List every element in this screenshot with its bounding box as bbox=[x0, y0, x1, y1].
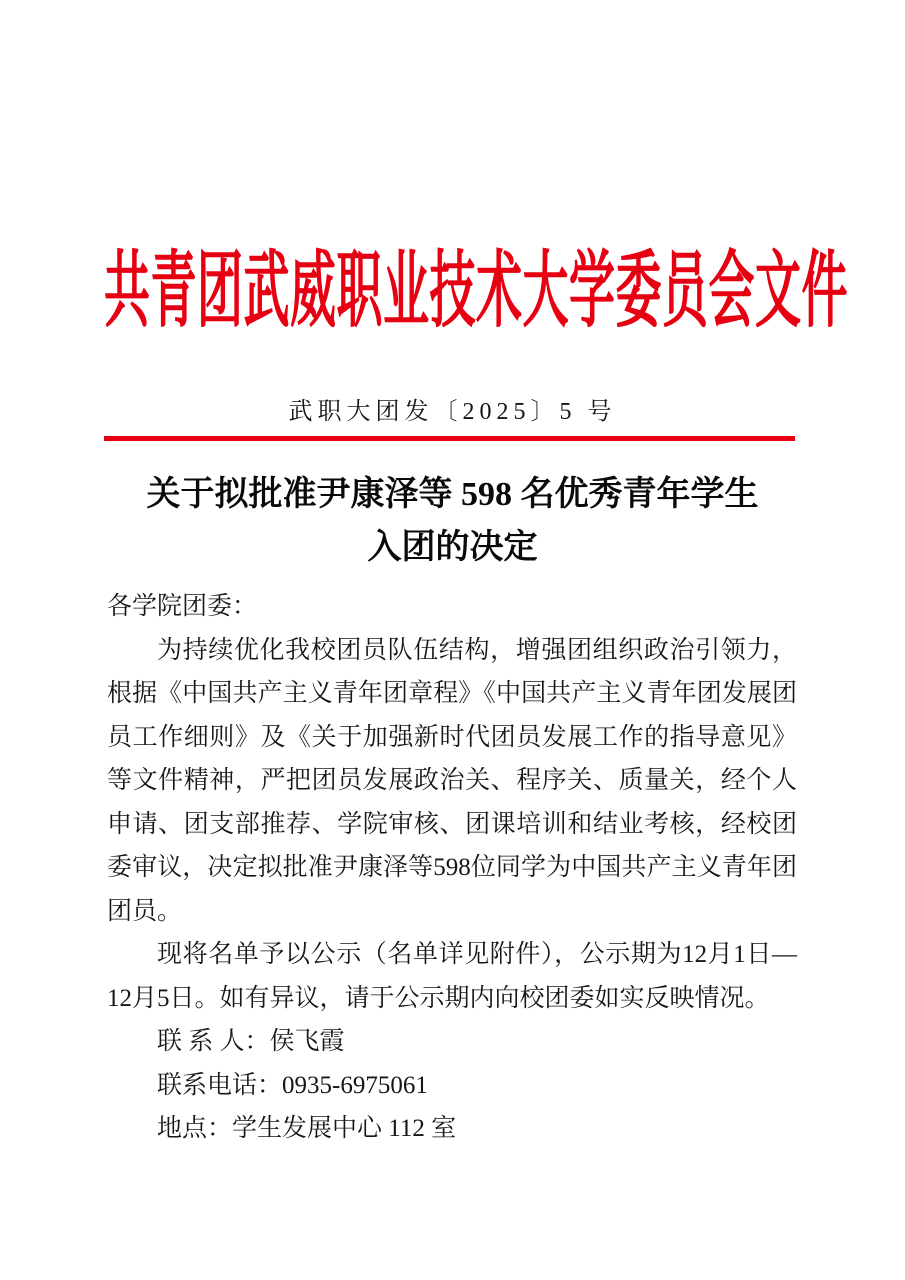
contact-person-line bbox=[107, 1020, 797, 1064]
document-title-line2: 入团的决定 bbox=[367, 529, 538, 566]
document-body bbox=[107, 585, 797, 1151]
contact-location-label: 地点： bbox=[157, 1115, 233, 1142]
contact-location-line bbox=[107, 1107, 797, 1151]
salutation: 各学院团委： bbox=[107, 593, 258, 620]
contact-location-value: 学生发展中心 112 室 bbox=[232, 1115, 457, 1142]
contact-person-label: 联 系 人： bbox=[157, 1028, 270, 1055]
contact-phone-value: 0935-6975061 bbox=[282, 1071, 428, 1099]
contact-phone-label: 联系电话： bbox=[157, 1071, 283, 1099]
doc-number: 武职大团发〔2025〕5 号 bbox=[288, 399, 617, 425]
paragraph-publicity-period: 现将名单予以公示（名单详见附件），公示期为12月1日—12月5日。如有异议，请于公示期内向校团委如实反映情况。 bbox=[107, 941, 797, 1012]
paragraph-decision: 为持续优化我校团员队伍结构，增强团组织政治引领力，根据《中国共产主义青年团章程》《中国共产主义青年团发展团员工作细则》及《关于加强新时代团员发展工作的指导意见》等文件精神，严把团员发展政治关、程序关、质量关，经个人申请、团支部推荐、学院审核、团课培训和结业考核，经校团委审议，决定拟批准尹康泽等598位同学为中国共产主义青年团团员。 bbox=[107, 636, 797, 925]
document-title-line1: 关于拟批准尹康泽等 598 名优秀青年学生 bbox=[146, 476, 759, 513]
contact-phone-line bbox=[107, 1064, 797, 1108]
document-title bbox=[85, 468, 820, 574]
red-separator-line bbox=[104, 436, 795, 441]
contact-person-value: 侯飞霞 bbox=[269, 1028, 345, 1055]
letterhead-org-title: 共青团武威职业技术大学委员会文件 bbox=[104, 244, 848, 338]
